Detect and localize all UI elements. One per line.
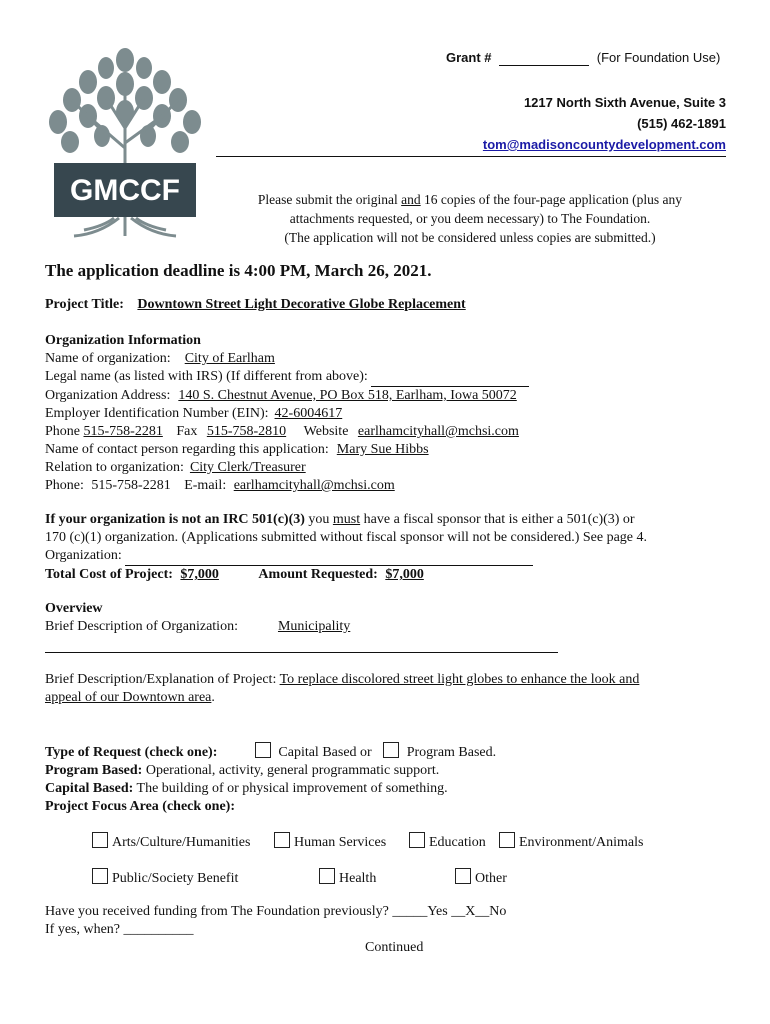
focus-environment-label: Environment/Animals xyxy=(519,835,644,850)
foundation-phone: (515) 462-1891 xyxy=(637,116,726,131)
focus-other-label: Other xyxy=(475,871,507,886)
brief-org-value[interactable]: Municipality xyxy=(277,619,351,634)
contact-phone-label: Phone: xyxy=(45,478,84,493)
org-address-label: Organization Address: xyxy=(45,388,171,403)
project-title-row xyxy=(45,296,466,314)
instr-line2: attachments requested, or you deem necessary) to The Foundation. xyxy=(289,211,651,226)
health-checkbox[interactable] xyxy=(319,868,335,884)
grant-number-field[interactable] xyxy=(499,50,589,66)
sponsor-bold: If your organization is not an IRC 501(c)(3) xyxy=(45,512,305,527)
amount-requested-label: Amount Requested: xyxy=(258,567,378,582)
ein-row xyxy=(45,405,529,423)
fax-label: Fax xyxy=(176,424,198,439)
ein-value[interactable]: 42-6004617 xyxy=(274,406,343,421)
funding-block xyxy=(45,903,506,939)
org-name-label: Name of organization: xyxy=(45,351,171,366)
project-title-label: Project Title: xyxy=(45,297,124,312)
previous-funding-question[interactable]: Have you received funding from The Foundation previously? _____Yes __X__No xyxy=(45,904,507,919)
education-checkbox[interactable] xyxy=(409,832,425,848)
contact-email-value[interactable]: earlhamcityhall@mchsi.com xyxy=(233,478,395,493)
phone-label: Phone xyxy=(45,424,80,439)
overview-block xyxy=(45,600,350,636)
brief-project-period: . xyxy=(211,690,215,705)
website-value[interactable]: earlhamcityhall@mchsi.com xyxy=(357,424,519,439)
capital-based-label: Capital Based: xyxy=(45,781,134,796)
other-checkbox[interactable] xyxy=(455,868,471,884)
instr-text: Please submit the original xyxy=(257,192,402,207)
relation-label: Relation to organization: xyxy=(45,460,184,475)
gmccf-logo xyxy=(44,48,206,238)
grant-line xyxy=(446,50,720,66)
ein-label: Employer Identification Number (EIN): xyxy=(45,406,269,421)
contact-row xyxy=(45,441,529,459)
sponsor-org-field[interactable] xyxy=(125,547,533,566)
foundation-email-link[interactable]: tom@madisoncountydevelopment.com xyxy=(482,137,726,152)
program-based-text: Operational, activity, general programmatic support. xyxy=(142,763,440,778)
request-type-label: Type of Request (check one): xyxy=(45,745,218,760)
focus-environment[interactable] xyxy=(499,832,643,852)
program-based-checkbox[interactable] xyxy=(383,742,399,758)
capital-based-checkbox[interactable] xyxy=(255,742,271,758)
website-label: Website xyxy=(303,424,349,439)
legal-name-label: Legal name (as listed with IRS) (If different from above): xyxy=(45,369,368,384)
logo-text: GMCCF xyxy=(70,174,180,207)
relation-value[interactable]: City Clerk/Treasurer xyxy=(189,460,306,475)
phone-fax-row xyxy=(45,423,529,441)
brief-project-label: Brief Description/Explanation of Project: xyxy=(45,672,277,687)
org-info-block xyxy=(45,332,529,495)
total-cost-label: Total Cost of Project: xyxy=(45,567,173,582)
contact-phone-value[interactable]: 515-758-2281 xyxy=(91,478,171,493)
sponsor-text: you xyxy=(304,512,333,527)
capital-based-text: The building of or physical improvement of something. xyxy=(133,781,448,796)
public-benefit-checkbox[interactable] xyxy=(92,868,108,884)
focus-other[interactable] xyxy=(455,868,507,888)
header-divider xyxy=(216,156,726,157)
environment-checkbox[interactable] xyxy=(499,832,515,848)
focus-arts[interactable] xyxy=(92,832,250,852)
focus-area-label: Project Focus Area (check one): xyxy=(45,799,235,814)
legal-name-field[interactable] xyxy=(371,368,529,387)
sponsor-text: have a fiscal sponsor that is either a 501(c)(3) or xyxy=(360,512,635,527)
focus-education[interactable] xyxy=(409,832,486,852)
arts-checkbox[interactable] xyxy=(92,832,108,848)
instr-and: and xyxy=(401,192,421,207)
brief-org-line xyxy=(45,652,558,653)
grant-note: (For Foundation Use) xyxy=(596,50,721,65)
contact-phone-email-row xyxy=(45,477,529,495)
phone-value[interactable]: 515-758-2281 xyxy=(83,424,163,439)
relation-row xyxy=(45,459,529,477)
focus-human-services-label: Human Services xyxy=(294,835,387,850)
contact-label: Name of contact person regarding this application: xyxy=(45,442,329,457)
org-address-value[interactable]: 140 S. Chestnut Avenue, PO Box 518, Earlham, Iowa 50072 xyxy=(178,388,517,403)
brief-project-value-cont[interactable]: appeal of our Downtown area xyxy=(45,690,212,705)
contact-value[interactable]: Mary Sue Hibbs xyxy=(336,442,429,457)
contact-email-label: E-mail: xyxy=(184,478,227,493)
org-address-row xyxy=(45,387,529,405)
sponsor-org-label: Organization: xyxy=(45,548,122,563)
amount-requested-value[interactable]: $7,000 xyxy=(385,567,424,582)
foundation-address: 1217 North Sixth Avenue, Suite 3 xyxy=(523,95,726,110)
brief-org-label: Brief Description of Organization: xyxy=(45,619,238,634)
previous-funding-when[interactable]: If yes, when? __________ xyxy=(45,922,194,937)
brief-project-value[interactable]: To replace discolored street light globes to enhance the look and xyxy=(279,672,640,687)
instructions xyxy=(220,190,720,247)
focus-public[interactable] xyxy=(92,868,238,888)
grant-label: Grant # xyxy=(446,50,492,65)
sponsor-must: must xyxy=(332,512,361,527)
capital-based-option: Capital Based or xyxy=(278,745,372,760)
program-based-option: Program Based. xyxy=(406,745,497,760)
instr-text: 16 copies of the four-page application (plus any xyxy=(420,192,683,207)
cost-row xyxy=(45,566,647,584)
org-name-row xyxy=(45,350,529,368)
human-services-checkbox[interactable] xyxy=(274,832,290,848)
org-heading: Organization Information xyxy=(45,333,201,348)
focus-education-label: Education xyxy=(429,835,486,850)
deadline-heading: The application deadline is 4:00 PM, March 26, 2021. xyxy=(45,261,432,280)
brief-project-block xyxy=(45,671,639,707)
focus-health-label: Health xyxy=(339,871,377,886)
legal-name-row xyxy=(45,368,529,387)
overview-heading: Overview xyxy=(45,601,103,616)
request-block xyxy=(45,742,496,816)
sponsor-line2: 170 (c)(1) organization. (Applications submitted without fiscal sponsor will not be considered.) See page 4. xyxy=(45,530,647,545)
org-name-value[interactable]: City of Earlham xyxy=(184,351,275,366)
focus-human-services[interactable] xyxy=(274,832,386,852)
project-title-value[interactable]: Downtown Street Light Decorative Globe Replacement xyxy=(137,297,466,312)
fax-value[interactable]: 515-758-2810 xyxy=(206,424,287,439)
program-based-label: Program Based: xyxy=(45,763,143,778)
total-cost-value[interactable]: $7,000 xyxy=(180,567,219,582)
continued-label: Continued xyxy=(365,940,424,955)
focus-public-label: Public/Society Benefit xyxy=(112,871,239,886)
focus-health[interactable] xyxy=(319,868,376,888)
instr-line3: (The application will not be considered unless copies are submitted.) xyxy=(284,230,656,245)
focus-arts-label: Arts/Culture/Humanities xyxy=(112,835,251,850)
fiscal-sponsor-block xyxy=(45,511,647,584)
